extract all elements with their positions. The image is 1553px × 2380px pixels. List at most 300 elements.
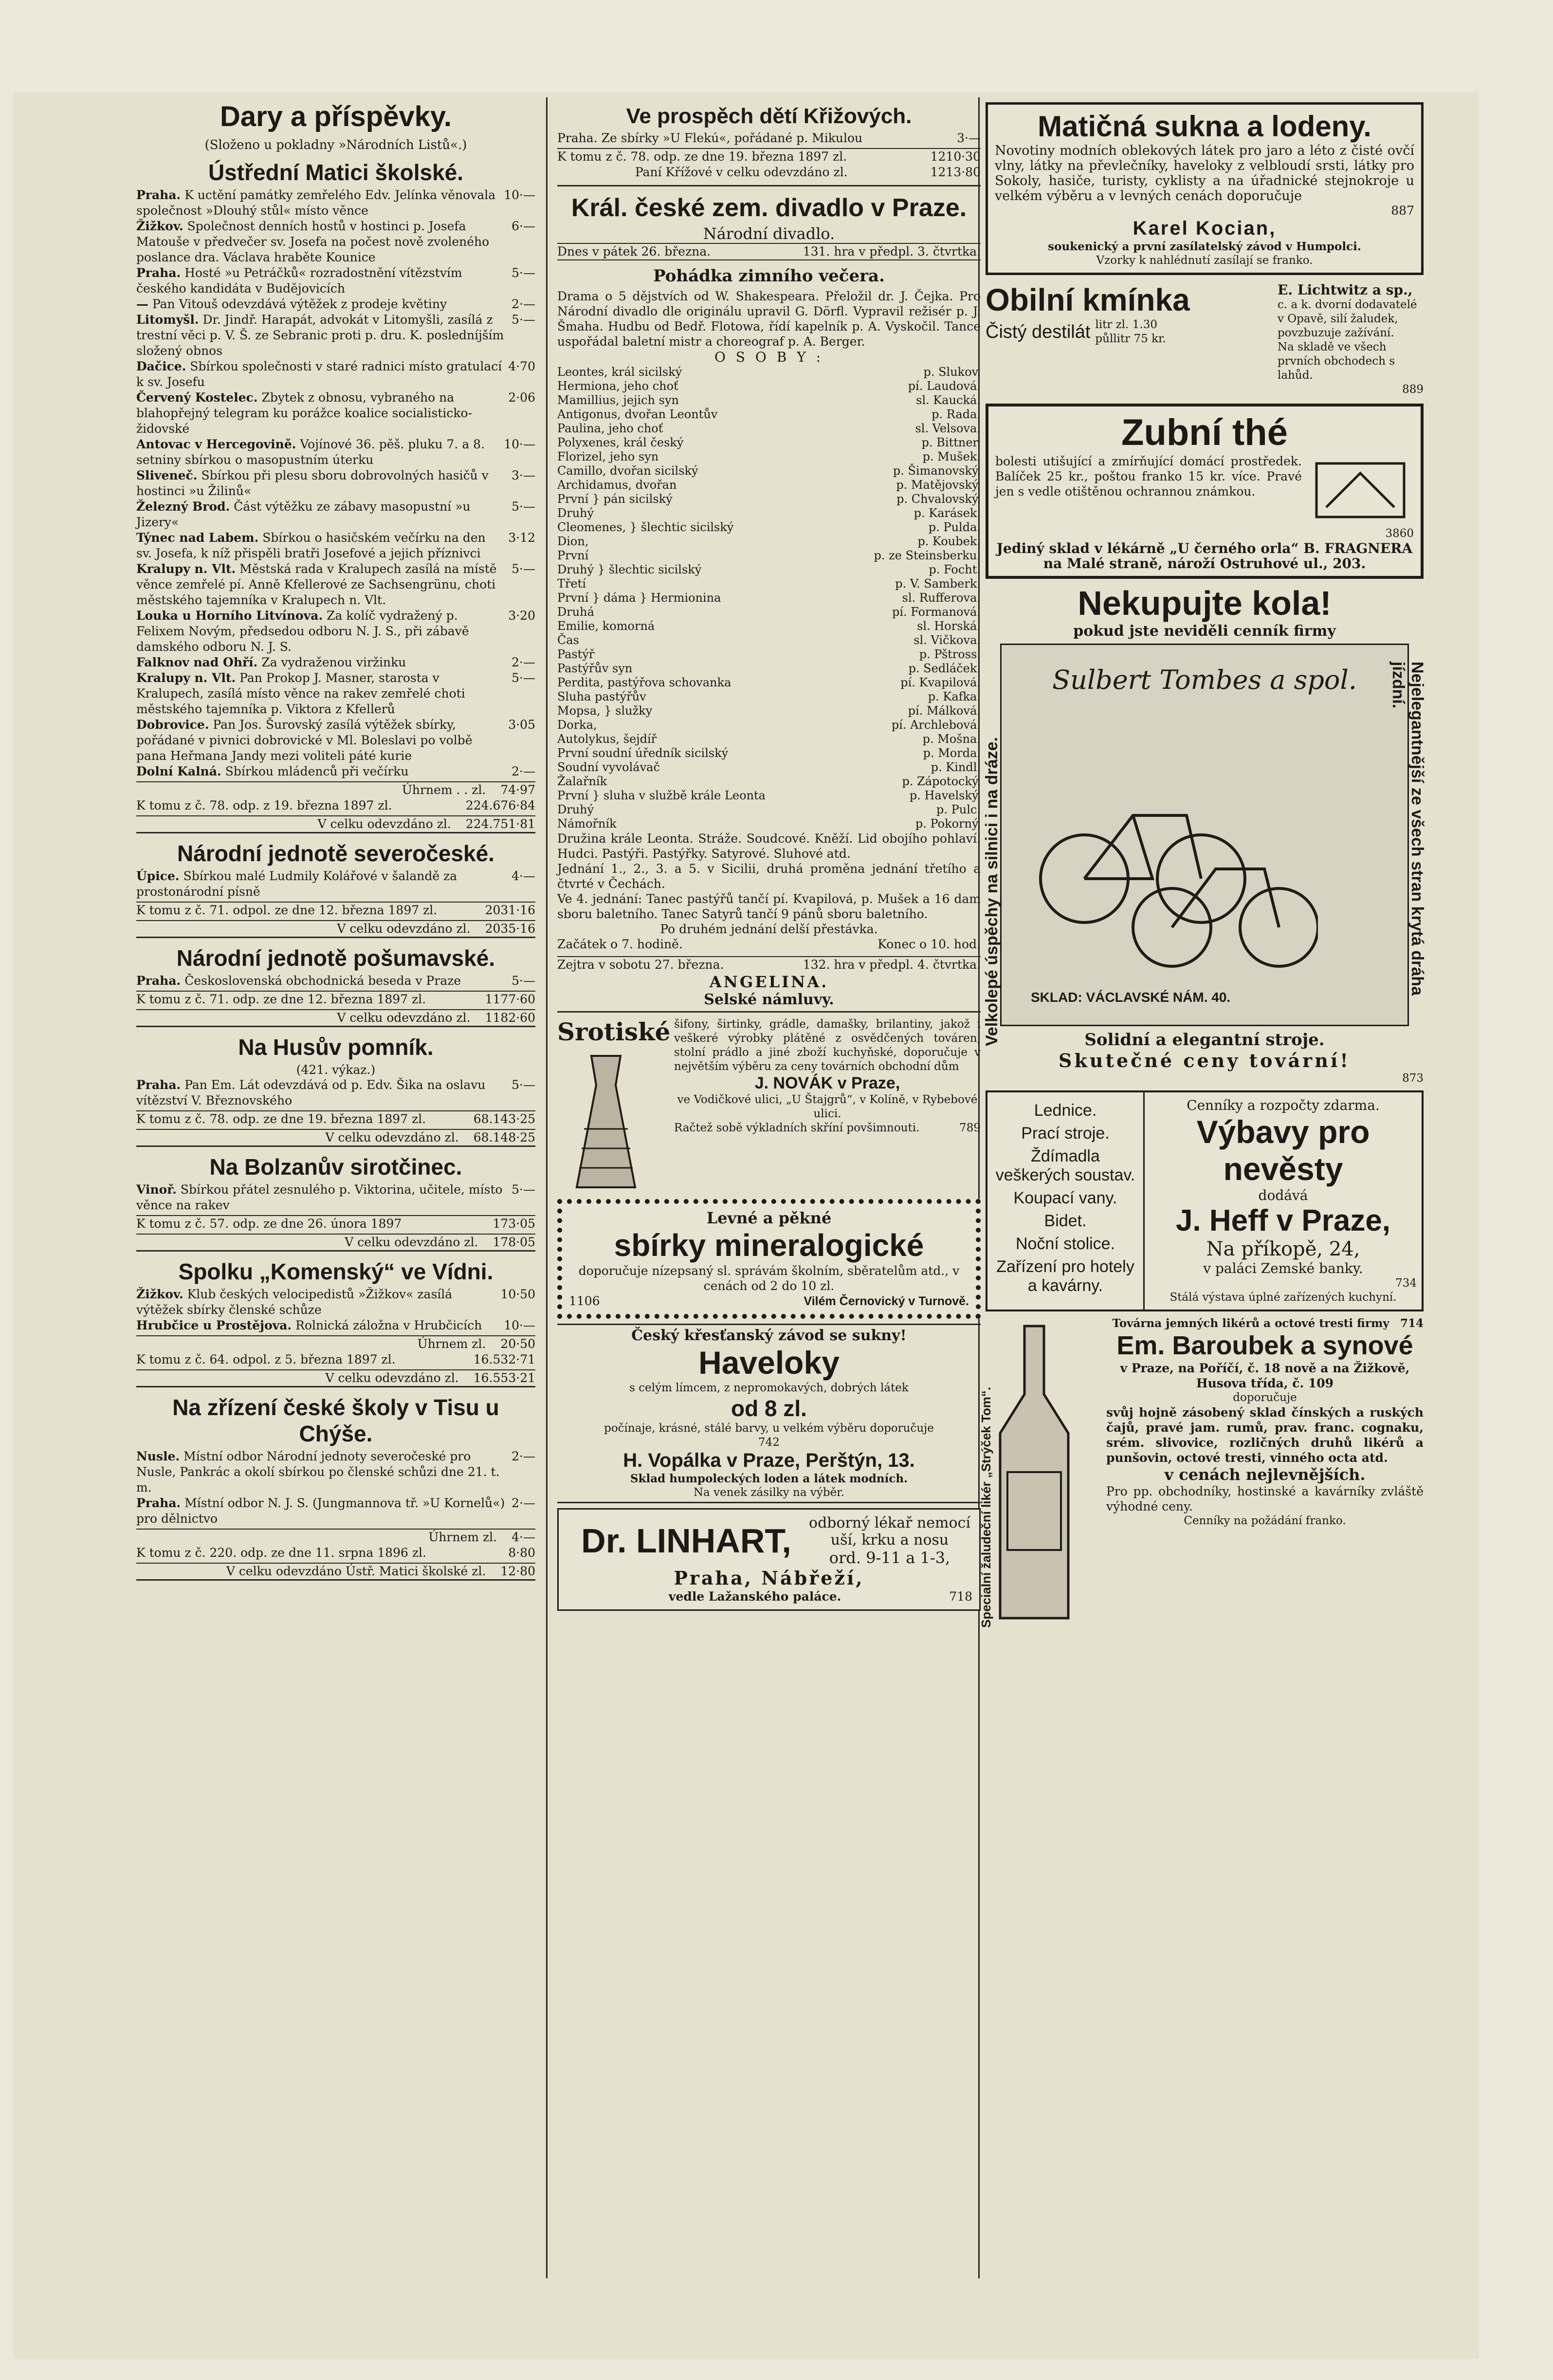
prev-row xyxy=(136,1352,535,1367)
sum-label: Úhrnem zl. xyxy=(428,1530,497,1544)
cast-row xyxy=(557,535,981,549)
cast-row xyxy=(557,662,981,676)
actor: pí. Kvapilová. xyxy=(900,676,981,689)
donation-entry xyxy=(136,468,535,499)
total-row xyxy=(136,815,535,833)
kminka-sub1: c. a k. dvorní dodavatelé v Opavě, silí žaludek, povzbuzuje zažívání. xyxy=(1278,298,1417,339)
cast-row xyxy=(557,450,981,464)
kminka-price: litr zl. 1.30 půllitr 75 kr. xyxy=(1095,318,1166,345)
linhart-spec: odborný lékař nemocí uší, krku a nosu xyxy=(809,1514,970,1549)
donation-amount: 10·50 xyxy=(500,1287,535,1301)
role: První xyxy=(557,549,589,562)
theatre-subtitle: Národní divadlo. xyxy=(703,224,835,243)
osoby-heading: O S O B Y : xyxy=(714,349,824,365)
total-row xyxy=(136,1009,535,1027)
kola-sklad: SKLAD: VÁCLAVSKÉ NÁM. 40. xyxy=(1031,990,1231,1005)
middle-column xyxy=(557,97,981,1616)
total-row xyxy=(136,1369,535,1387)
linhart-num: 718 xyxy=(949,1589,972,1604)
baroubek-num: 714 xyxy=(1400,1317,1424,1330)
cast-row xyxy=(557,760,981,775)
heff-stala: Stálá výstava úplné zařízených kuchyní. xyxy=(1169,1291,1397,1304)
donor-text: Hosté »u Petráčků« rozradostnění vítězstvím českého kandidáta v Budějovicích xyxy=(136,266,462,295)
havelok-firm: H. Vopálka v Praze, Perštýn, 13. xyxy=(623,1450,915,1471)
actor: p. Kafka. xyxy=(928,690,981,703)
sum-row xyxy=(136,781,535,798)
actor: p. Mošna. xyxy=(922,732,981,746)
trademark-icon xyxy=(1307,454,1414,527)
actor: sl. Vičkova. xyxy=(914,633,981,647)
donations-column xyxy=(136,97,535,1586)
donation-entry xyxy=(136,219,535,265)
sum-value: 74·97 xyxy=(500,783,535,797)
cast-row xyxy=(557,422,981,436)
deti-total: 1213·80 xyxy=(930,165,981,179)
donor-text: Společnost denních hostů v hostinci p. Josefa Matouše v předvečer sv. Josefa na počest nově zvoleného poslance dra. Václava hraběte Kounice xyxy=(136,219,490,264)
prev-label: K tomu z č. 57. odp. ze dne 26. února 1897 xyxy=(136,1217,402,1231)
cast-row xyxy=(557,704,981,718)
donor-place: Dolní Kalná. xyxy=(136,764,221,778)
actor: pí. Archlebová. xyxy=(891,718,981,732)
role: Druhý xyxy=(557,803,594,816)
donor-place: Antovac v Hercegovině. xyxy=(136,437,296,451)
actor: sl. Kaucká. xyxy=(916,393,981,407)
cast-row xyxy=(557,464,981,478)
bicycle-icon xyxy=(1026,723,1318,976)
actor: p. Pokorný. xyxy=(915,817,981,830)
actor: p. V. Samberk. xyxy=(895,577,981,590)
prestavka: Po druhém jednání delší přestávka. xyxy=(660,922,878,936)
cast-row xyxy=(557,803,981,817)
cast-row xyxy=(557,365,981,379)
mineral-ad xyxy=(557,1199,981,1319)
donor-place: Kralupy n. Vlt. xyxy=(136,671,236,685)
role: První } dáma } Hermionina xyxy=(557,591,721,605)
sum-value: 20·50 xyxy=(500,1337,535,1351)
donation-amount: 10·— xyxy=(504,437,535,451)
kola-sub: pokud jste neviděli cenník firmy xyxy=(1073,623,1336,640)
donation-entry xyxy=(136,437,535,468)
baroubek-dop: doporučuje xyxy=(1233,1391,1297,1404)
donor-place: Kralupy n. Vlt. xyxy=(136,562,236,576)
donation-amount: 4·70 xyxy=(508,359,535,373)
donor-text: Sbírkou mládenců při večírku xyxy=(225,764,409,778)
total-row xyxy=(136,1563,535,1581)
sum-label: Úhrnem zl. xyxy=(417,1337,486,1351)
cast-row xyxy=(557,436,981,450)
theatre-hra: 131. hra v předpl. 3. čtvrtka. xyxy=(803,244,981,258)
role: Soudní vyvolávač xyxy=(557,760,660,774)
prev-label: K tomu z č. 71. odp. ze dne 12. března 1897 zl. xyxy=(136,992,426,1006)
donor-text: Městská rada v Kralupech zasílá na místě věnce zemřelé pí. Anně Kfellerové ze Sachsengrünu, choti městského tajemníka v Kralupech n. Vlt. xyxy=(136,562,497,607)
actor: p. Pštross. xyxy=(919,647,981,661)
deti-prev: 1210·30 xyxy=(930,149,981,164)
donation-amount: 2·— xyxy=(512,764,535,778)
donor-place: Úpice. xyxy=(136,869,180,883)
baroubek-cenniky: Cenníky na požádání franko. xyxy=(1184,1514,1346,1527)
donation-entry xyxy=(136,973,535,989)
role: Třetí xyxy=(557,577,586,590)
actor: p. Pulc. xyxy=(936,803,981,816)
sum-value: 4·— xyxy=(512,1530,535,1544)
kola-ad xyxy=(983,584,1426,1086)
role: Čas xyxy=(557,633,579,647)
donation-amount: 2·06 xyxy=(508,390,535,405)
actor: p. Šimanovský. xyxy=(893,464,981,478)
donation-entry xyxy=(136,1318,535,1333)
deti-amount: 3·— xyxy=(957,131,981,145)
kminka-title: Obilní kmínka xyxy=(986,282,1190,317)
total-label: V celku odevzdáno zl. xyxy=(337,922,471,936)
prev-label: K tomu z č. 78. odp. z 19. března 1897 zl. xyxy=(136,798,392,812)
role: Námořník xyxy=(557,817,617,830)
donation-amount: 2·— xyxy=(512,655,535,669)
sukna-firm: Karel Kocian, xyxy=(1133,218,1277,239)
theatre-date: Dnes v pátek 26. března. xyxy=(557,244,711,258)
cast-row xyxy=(557,690,981,704)
donation-entry xyxy=(136,1449,535,1495)
donation-amount: 5·— xyxy=(512,671,535,685)
donor-place: Týnec nad Labem. xyxy=(136,531,259,545)
heff-dodava: dodává xyxy=(1258,1187,1308,1203)
donor-text: K uctění památky zemřelého Edv. Jelínka věnovala společnost »Dlouhý stůl« místo věnce xyxy=(136,188,496,218)
zubni-num: 3860 xyxy=(1385,527,1414,540)
donation-amount: 3·05 xyxy=(508,718,535,732)
actor: p. Kindl. xyxy=(931,760,981,774)
donation-amount: 5·— xyxy=(512,266,535,280)
prev-value: 1177·60 xyxy=(485,992,535,1006)
havelok-line2: počínaje, krásné, stálé barvy, u velkém výběru doporučuje xyxy=(604,1422,934,1435)
total-value: 2035·16 xyxy=(485,922,535,936)
donor-text: Sbírkou při plesu sboru dobrovolných hasičů v hostinci »u Žilinů« xyxy=(136,468,489,498)
actor: p. Morda. xyxy=(923,746,981,760)
prev-value: 8·80 xyxy=(508,1546,535,1560)
section-subtitle: (421. výkaz.) xyxy=(296,1063,376,1077)
donation-amount: 6·— xyxy=(512,219,535,233)
actor: p. Rada. xyxy=(932,407,981,421)
donor-place: Vinoř. xyxy=(136,1182,177,1197)
cast-row xyxy=(557,775,981,789)
linhart-city: Praha, Nábřeží, xyxy=(674,1567,864,1589)
role: Druhý xyxy=(557,506,594,520)
donation-entry xyxy=(136,608,535,655)
donor-place: Praha. xyxy=(136,974,181,988)
column-rule-1 xyxy=(546,97,548,2278)
deti-prev-label: K tomu z č. 78. odp. ze dne 19. března 1897 zl. xyxy=(557,149,847,164)
donor-place: Falknov nad Ohří. xyxy=(136,655,258,669)
actor: p. Zápotocký. xyxy=(902,775,981,788)
heff-firm: J. Heff v Praze, xyxy=(1175,1204,1391,1237)
role: Cleomenes, } šlechtic sicilský xyxy=(557,520,734,534)
novak-num: 789 xyxy=(959,1122,981,1134)
total-label: V celku odevzdáno zl. xyxy=(325,1371,459,1385)
cast-row xyxy=(557,789,981,803)
donor-text: Sbírkou o hasičském večírku na den sv. Josefa, k níž přispěli bratři Josefové a jejich příznivci xyxy=(136,531,486,560)
actor: p. Mušek. xyxy=(922,450,981,463)
donation-amount: 5·— xyxy=(512,562,535,576)
donation-amount: 3·12 xyxy=(508,531,535,545)
donation-amount: 3·20 xyxy=(508,609,535,623)
heff-vybavy: Výbavy pro nevěsty xyxy=(1196,1114,1370,1187)
havelok-top: Český křesťanský závod se sukny! xyxy=(631,1327,907,1344)
donor-text: Klub českých velocipedistů »Žižkov« zasílá výtěžek sbírky členské schůze xyxy=(136,1287,453,1317)
donor-place: Hrubčice u Prostějova. xyxy=(136,1318,292,1332)
section-title: Spolku „Komenský“ ve Vídni. xyxy=(178,1259,493,1284)
prev-value: 68.143·25 xyxy=(473,1112,535,1126)
kola-ceny: Skutečné ceny tovární! xyxy=(1059,1050,1351,1071)
tanec: Ve 4. jednání: Tanec pastýřů tančí pí. Kvapilová, p. Mušek a 16 dam sboru baletního. Tanec Satyrů tančí 9 pánů sboru baletního. xyxy=(557,892,981,921)
donation-entry xyxy=(136,868,535,900)
novak-firm: J. NOVÁK v Praze, xyxy=(754,1074,900,1092)
cast-row xyxy=(557,633,981,647)
prev-row xyxy=(136,798,535,813)
cast-row xyxy=(557,577,981,591)
total-label: V celku odevzdáno zl. xyxy=(345,1235,478,1249)
role: Pastýřův syn xyxy=(557,662,633,675)
donor-place: Praha. xyxy=(136,266,181,280)
baroubek-head: Továrna jemných likérů a octové tresti firmy xyxy=(1112,1317,1389,1330)
bottle-icon xyxy=(986,1316,1083,1628)
donor-text: Pan Prokop J. Masner, starosta v Kralupech, zasílá místo věnce na rakev zemřelé choti městského tajemníka p. Viktora z Kfellerů xyxy=(136,671,465,716)
actor: p. ze Steinsberku. xyxy=(874,549,981,562)
sukna-title: Matičná sukna a lodeny. xyxy=(1038,110,1371,143)
section-title: Národní jednotě pošumavské. xyxy=(176,945,495,971)
actor: p. Focht. xyxy=(929,563,981,576)
sum-row xyxy=(136,1529,535,1545)
baroubek-addr: v Praze, na Poříčí, č. 18 nově a na Žižkově, Husova třída, č. 109 xyxy=(1120,1361,1410,1390)
havelok-num: 742 xyxy=(758,1436,780,1449)
donation-amount: 2·— xyxy=(512,1449,535,1463)
donor-text: Rolnická záložna v Hrubčicích xyxy=(295,1318,482,1332)
actor: sl. Rufferova. xyxy=(902,591,981,605)
heff-palac: v paláci Zemské banky. xyxy=(1203,1260,1363,1276)
cast-row xyxy=(557,379,981,393)
role: Mopsa, } služky xyxy=(557,704,653,718)
donor-place: Nusle. xyxy=(136,1449,180,1463)
cast-row xyxy=(557,407,981,422)
prev-row xyxy=(136,991,535,1007)
heff-addr: Na příkopě, 24, xyxy=(1206,1238,1360,1260)
section-title: Národní jednotě severočeské. xyxy=(177,841,494,866)
total-row xyxy=(136,1129,535,1147)
kminka-destilat: Čistý destilát xyxy=(986,321,1091,342)
linhart-addr: vedle Lažanského paláce. xyxy=(668,1589,841,1604)
role: Florizel, jeho syn xyxy=(557,450,659,463)
heff-product: Ždímadla veškerých soustav. xyxy=(995,1147,1135,1184)
source-note: (Složeno u pokladny »Národních Listů«.) xyxy=(204,138,467,152)
donation-entry xyxy=(136,1077,535,1108)
heff-product: Prací stroje. xyxy=(1021,1124,1110,1143)
kminka-sklad: Na skladě ve všech prvních obchodech s lahůd. xyxy=(1278,341,1395,382)
donor-place: Sliveneč. xyxy=(136,468,198,482)
prev-value: 224.676·84 xyxy=(465,798,535,812)
heff-cenniky: Cenníky a rozpočty zdarma. xyxy=(1187,1097,1380,1113)
role: Druhý } šlechtic sicilský xyxy=(557,563,702,576)
donor-place: Praha. xyxy=(136,188,181,202)
donation-entry xyxy=(136,764,535,779)
baroubek-firm: Em. Baroubek a synové xyxy=(1116,1331,1413,1360)
donation-entry xyxy=(136,1182,535,1213)
donation-entry xyxy=(136,312,535,359)
cast-row xyxy=(557,478,981,492)
prev-value: 173·05 xyxy=(493,1217,535,1231)
deti-total-label: Paní Křížové v celku odevzdáno zl. xyxy=(635,165,848,179)
angelina: ANGELINA. xyxy=(709,973,829,991)
donor-place: Louka u Horního Litvínova. xyxy=(136,609,323,623)
donation-amount: 10·— xyxy=(504,1318,535,1332)
novak-ad xyxy=(557,1017,981,1194)
cast-row xyxy=(557,732,981,746)
actor: p. Havelský. xyxy=(909,789,981,802)
total-value: 1182·60 xyxy=(485,1011,535,1025)
actor: pí. Laudová. xyxy=(908,379,981,393)
kola-left: Velkolepé úspěchy na silnici i na dráze. xyxy=(983,737,1001,1046)
cast-row xyxy=(557,492,981,506)
total-row xyxy=(136,1234,535,1252)
section-title: Na Bolzanův sirotčinec. xyxy=(209,1154,462,1180)
donation-amount: 2·— xyxy=(512,297,535,311)
havelok-line1: s celým límcem, z nepromokavých, dobrých látek xyxy=(629,1382,909,1394)
role: První soudní úředník sicilský xyxy=(557,746,729,760)
role: První } pán sicilský xyxy=(557,492,673,506)
total-label: V celku odevzdáno zl. xyxy=(317,817,451,831)
donation-entry xyxy=(136,655,535,670)
prev-value: 2031·16 xyxy=(485,903,535,917)
prev-row xyxy=(136,1215,535,1232)
actor: p. Pulda. xyxy=(928,520,981,534)
kminka-num: 889 xyxy=(1402,383,1424,396)
jednani: Jednání 1., 2., 3. a 5. v Sicilii, druhá proměna jednání třetího a čtvrté v Čechách. xyxy=(557,862,981,891)
donor-place: Litomyšl. xyxy=(136,313,199,327)
role: První } sluha v službě krále Leonta xyxy=(557,789,766,802)
havelok-vzorky: Na venek zásilky na výběr. xyxy=(694,1486,844,1499)
novak-title: Srotiské xyxy=(557,1017,671,1046)
donation-amount: 5·— xyxy=(512,1078,535,1092)
donation-entry xyxy=(136,717,535,764)
apron-illustration xyxy=(557,1046,655,1192)
kminka-company: E. Lichtwitz a sp., xyxy=(1278,282,1413,298)
total-value: 224.751·81 xyxy=(465,817,535,831)
role: Paulina, jeho choť xyxy=(557,422,663,435)
donation-entry xyxy=(136,359,535,390)
donation-entry xyxy=(136,1495,535,1527)
mineral-firm: Vilém Černovický v Turnově. xyxy=(804,1294,969,1308)
deti-entry: Praha. Ze sbírky »U Flekú«, pořádané p. Mikulou xyxy=(557,131,863,145)
play-title: Pohádka zimního večera. xyxy=(653,266,885,286)
zubni-text: bolesti utišující a zmírňující domácí prostředek. Balíček 25 kr., poštou franko 15 kr. více. Pravé jen s vedle otištěnou ochrannou známkou. xyxy=(995,454,1302,498)
zejtra: Zejtra v sobotu 27. března. xyxy=(557,958,724,972)
cast-row xyxy=(557,563,981,577)
druzina: Družina krále Leonta. Stráže. Soudcové. Kněží. Lid obojího pohlaví. Hudci. Pastýři. Pastýřky. Satyrové. Sluhové atd. xyxy=(557,831,981,861)
total-value: 68.148·25 xyxy=(473,1130,535,1144)
role: Žalařník xyxy=(557,775,607,788)
donation-entry xyxy=(136,187,535,219)
section-title: Na zřízení české školy v Tisu u Chýše. xyxy=(172,1395,499,1446)
donor-text: Za kolíč vydražený p. Felixem Novým, předsedou odboru N. J. S., při zábavě damského odboru N. J. S. xyxy=(136,609,469,654)
donation-entry xyxy=(136,296,535,312)
cast-row xyxy=(557,746,981,760)
donation-entry xyxy=(136,390,535,437)
donation-amount: 5·— xyxy=(512,499,535,514)
donor-place: Dobrovice. xyxy=(136,718,209,732)
donation-amount: 4·— xyxy=(512,869,535,883)
total-value: 12·80 xyxy=(500,1564,535,1578)
role: Mamillius, jejich syn xyxy=(557,393,679,407)
novak-text: šifony, širtinky, grádle, damašky, brilantiny, jakož i veškeré výrobky plátěné z osvědčených továren, stolní prádlo a jiné zboží kuchyňské, doporučuje v největším výběru za ceny továrních obchodní dům xyxy=(674,1018,981,1073)
actor: sl. Velsova. xyxy=(915,422,981,435)
donor-text: Část výtěžku ze zábavy masopustní »u Jizery« xyxy=(136,499,471,529)
total-label: V celku odevzdáno Ústř. Matici školské zl. xyxy=(226,1564,486,1578)
baroubek-ad xyxy=(979,1316,1424,1630)
sum-row xyxy=(136,1335,535,1352)
donor-text: Místní odbor N. J. S. (Jungmannova tř. »U Kornelů«) pro dělnictvo xyxy=(136,1496,505,1526)
kola-title: Nekupujte kola! xyxy=(1078,584,1332,622)
role: Camillo, dvořan sicilský xyxy=(557,464,698,478)
role: Polyxenes, král český xyxy=(557,436,684,449)
total-value: 178·05 xyxy=(493,1235,535,1249)
novak-addr: ve Vodičkové ulici, „U Štajgrů“, v Kolíně, v Rybebové ulici. xyxy=(677,1093,978,1120)
total-label: V celku odevzdáno zl. xyxy=(325,1130,459,1144)
linhart-ad xyxy=(557,1508,981,1611)
actor: sl. Horská. xyxy=(917,619,981,633)
ads-column xyxy=(979,97,1426,1630)
play-desc: Drama o 5 dějstvích od W. Shakespeara. Přeložil dr. J. Čejka. Pro Národní divadlo dle originálu upravil G. Dörfl. Vypravil režisér p. J. Šmaha. Hudbu od Bedř. Flotowa, řídí kapelník p. A. Vyskočil. Tance uspořádal baletní mistr a choreograf p. A. Berger. xyxy=(557,289,981,349)
donor-text: Dr. Jindř. Harapát, advokát v Litomyšli, zasílá z trestní věci p. V. Š. ze Sebranic proti p. dru. K. posledníjším složený obnos xyxy=(136,313,504,358)
zejtra-hra: 132. hra v předpl. 4. čtvrtka. xyxy=(803,958,981,972)
cast-row xyxy=(557,647,981,662)
cast-row xyxy=(557,591,981,605)
donation-amount: 3·— xyxy=(512,468,535,482)
linhart-name: Dr. LINHART, xyxy=(581,1522,791,1560)
heff-product: Bidet. xyxy=(1044,1212,1087,1230)
bicycle-illustration xyxy=(1000,644,1409,1026)
havelok-title: Haveloky xyxy=(698,1345,840,1381)
sum-label: Úhrnem . . zl. xyxy=(402,783,486,797)
donation-entry xyxy=(136,670,535,717)
sukna-text: Novotiny modních oblekových látek pro jaro a léto z čisté ovčí vlny, látky na převlečníky, haveloky z velbloudí srsti, látky pro Sokoly, hasiče, turisty, cyklisty a na úřadnické stejnokroje u velkém výběru a v levných cenách doporučuje xyxy=(995,143,1414,203)
sukna-num: 887 xyxy=(1391,203,1414,218)
deti-title: Ve prospěch dětí Křižových. xyxy=(626,104,912,128)
actor: p. Slukov. xyxy=(923,365,981,379)
donor-place: — xyxy=(136,297,148,311)
kola-solid: Solidní a elegantní stroje. xyxy=(1084,1030,1325,1050)
donor-text: Československá obchodnická beseda v Praze xyxy=(184,974,461,988)
sukna-sub: soukenický a první zasílatelský závod v Humpolci. xyxy=(1048,240,1361,253)
zubni-firm: Jediný sklad v lékárně „U černého orla“ B. FRAGNERA na Malé straně, nároží Ostruhové ul., 203. xyxy=(996,540,1413,572)
donor-text: Sbírkou malé Ludmily Kolářové v šalandě za prostonárodní písně xyxy=(136,869,457,899)
role: Sluha pastýřův xyxy=(557,690,646,703)
heff-product: Koupací vany. xyxy=(1013,1189,1117,1207)
total-row xyxy=(136,920,535,938)
baroubek-ceny: v cenách nejlevnějších. xyxy=(1164,1465,1366,1484)
zubni-title: Zubní thé xyxy=(1121,412,1288,453)
role: Antigonus, dvořan Leontův xyxy=(557,407,718,421)
donation-entry xyxy=(136,530,535,561)
namluvy: Selské námluvy. xyxy=(557,991,981,1013)
role: Leontes, král sicilský xyxy=(557,365,682,379)
donation-entry xyxy=(136,1287,535,1318)
heff-ad xyxy=(986,1090,1424,1311)
heff-product: Zařízení pro hotely a kavárny. xyxy=(996,1257,1134,1295)
total-label: V celku odevzdáno zl. xyxy=(337,1011,471,1025)
havelok-ad xyxy=(557,1324,981,1503)
donor-text: Místní odbor Národní jednoty severočeské pro Nusle, Pankrác a okolí sbírkou po členské schůzi dne 21. t. m. xyxy=(136,1449,500,1494)
section-title: Ústřední Matici školské. xyxy=(208,160,464,185)
prev-label: K tomu z č. 71. odpol. ze dne 12. března 1897 zl. xyxy=(136,903,438,917)
heff-num: 734 xyxy=(1395,1277,1417,1290)
role: Pastýř xyxy=(557,647,595,661)
kola-brand: Sulbert Tombes a spol. xyxy=(1052,664,1357,695)
